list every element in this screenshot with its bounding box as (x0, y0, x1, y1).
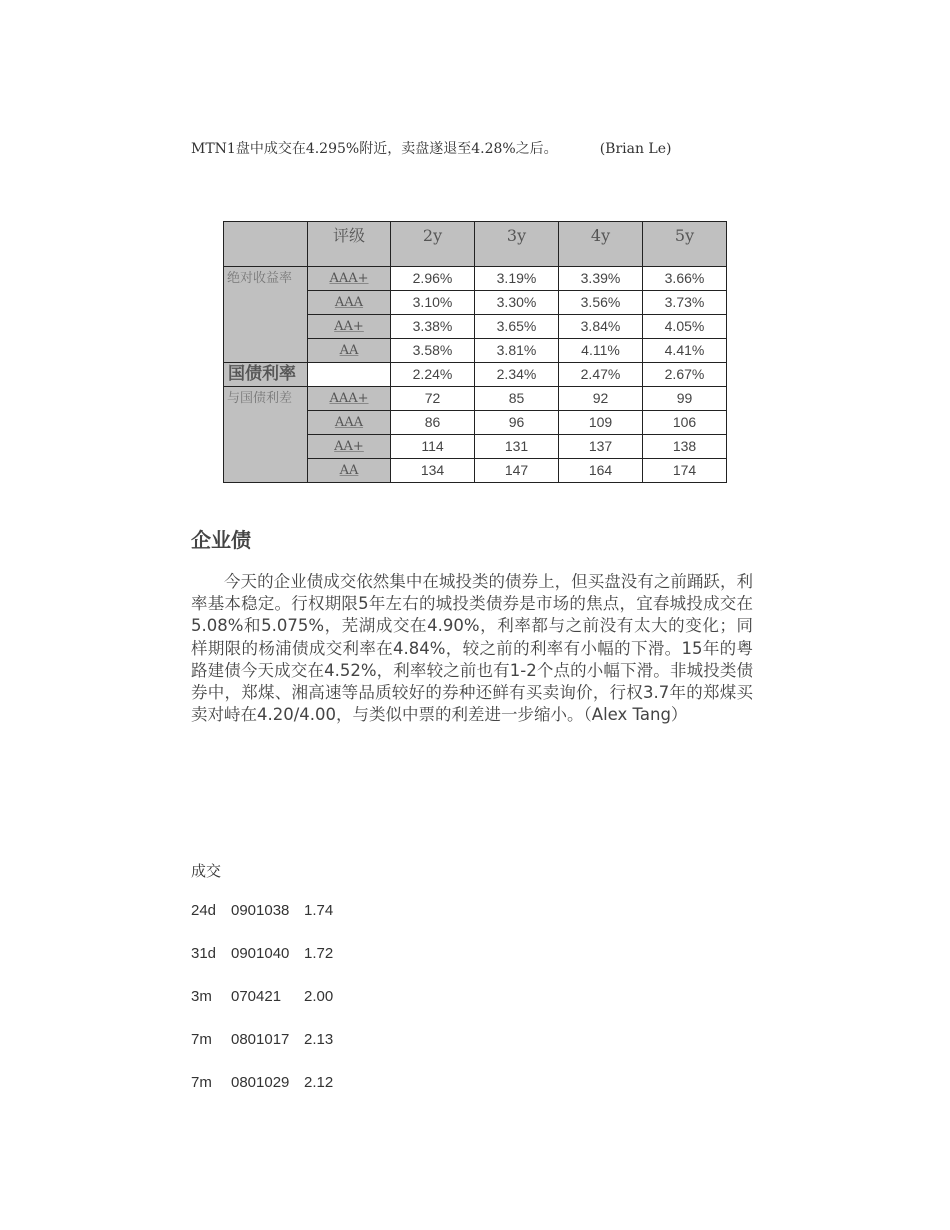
absolute-yield-label: 绝对收益率 (224, 267, 308, 363)
table-cell: 3.38% (391, 315, 475, 339)
table-cell: 3.56% (559, 291, 643, 315)
trade-tenor: 7m (191, 1074, 212, 1091)
table-cell: 3.39% (559, 267, 643, 291)
corporate-bond-commentary: 今天的企业债成交依然集中在城投类的债券上，但买盘没有之前踊跃，利率基本稳定。行权期限5年左右的城投类债券是市场的焦点，宜春城投成交在5.08%和5.075%，芜湖成交在4.90%，利率都与之前没有太大的变化；同样期限的杨浦债成交利率在4.84%，较之前的利率有小幅的下滑。15年的粤路建债今天成交在4.52%，利率较之前也有1-2个点的小幅下滑。非城投类债券中，郑煤、湘高速等品质较好的券种还鲜有买卖询价，行权3.7年的郑煤买卖对峙在4.20/4.00，与类似中票的利差进一步缩小。（Alex Tang） (191, 572, 753, 725)
trade-yield: 2.12 (304, 1074, 334, 1091)
table-cell: 137 (559, 435, 643, 459)
table-cell: 3.30% (475, 291, 559, 315)
spread-label: 与国债利差 (224, 387, 308, 483)
grade-label: AA+ (334, 439, 364, 454)
trade-yield: 1.72 (304, 945, 334, 962)
spread-section (224, 387, 727, 483)
mtn-note (191, 138, 671, 158)
table-cell: 2.67% (643, 363, 727, 387)
table-cell: 174 (643, 459, 727, 483)
grade-label: AA (339, 343, 359, 358)
header-corner (224, 222, 308, 267)
table-cell: 86 (391, 411, 475, 435)
trades-title: 成交 (191, 863, 222, 880)
trade-row (191, 1031, 333, 1048)
table-header-row (224, 222, 727, 267)
table-cell: 138 (643, 435, 727, 459)
trade-row (191, 902, 333, 919)
grade-cell (308, 387, 391, 411)
grade-label: AAA (334, 295, 364, 310)
header-3y: 3y (475, 222, 559, 267)
trade-code: 0901038 (231, 902, 290, 919)
trade-tenor: 24d (191, 902, 217, 919)
trade-yield: 1.74 (304, 902, 334, 919)
table-cell: 109 (559, 411, 643, 435)
mtn-note-text: MTN1盘中成交在4.295%附近，卖盘遂退至4.28%之后。 (191, 141, 558, 157)
table-row (224, 267, 727, 291)
table-cell: 3.84% (559, 315, 643, 339)
table-cell: 3.65% (475, 315, 559, 339)
header-grade: 评级 (308, 222, 391, 267)
trade-tenor: 31d (191, 945, 217, 962)
grade-cell (308, 291, 391, 315)
table-cell: 3.66% (643, 267, 727, 291)
table-cell: 96 (475, 411, 559, 435)
table-cell: 4.11% (559, 339, 643, 363)
header-2y: 2y (391, 222, 475, 267)
table-cell: 3.81% (475, 339, 559, 363)
mtn-note-author: (Brian Le) (599, 141, 672, 157)
trade-yield: 2.13 (304, 1031, 334, 1048)
table-cell: 4.41% (643, 339, 727, 363)
grade-cell (308, 435, 391, 459)
grade-label: AA (339, 463, 359, 478)
table-cell: 4.05% (643, 315, 727, 339)
treasury-label: 国债利率 (224, 363, 308, 387)
rating-yield-table (223, 221, 727, 483)
absolute-yield-section (224, 267, 727, 363)
trade-code: 0901040 (231, 945, 290, 962)
table-cell: 3.58% (391, 339, 475, 363)
trade-row (191, 988, 333, 1005)
table-row (224, 387, 727, 411)
table-cell: 2.24% (391, 363, 475, 387)
trade-yield: 2.00 (304, 988, 334, 1005)
trade-tenor: 7m (191, 1031, 212, 1048)
table-cell: 72 (391, 387, 475, 411)
table-cell: 2.96% (391, 267, 475, 291)
grade-label: AA+ (334, 319, 364, 334)
trade-row (191, 945, 333, 962)
treasury-grade-empty (308, 363, 391, 387)
trade-tenor: 3m (191, 988, 212, 1005)
table-cell: 92 (559, 387, 643, 411)
table-cell: 131 (475, 435, 559, 459)
grade-label: AAA+ (329, 271, 369, 286)
header-4y: 4y (559, 222, 643, 267)
grade-cell (308, 459, 391, 483)
trade-code: 070421 (231, 988, 282, 1005)
trade-code: 0801029 (231, 1074, 290, 1091)
table-cell: 2.47% (559, 363, 643, 387)
table-cell: 2.34% (475, 363, 559, 387)
trade-code: 0801017 (231, 1031, 290, 1048)
table-cell: 99 (643, 387, 727, 411)
table-cell: 164 (559, 459, 643, 483)
table-cell: 85 (475, 387, 559, 411)
grade-label: AAA+ (329, 391, 369, 406)
grade-label: AAA (334, 415, 364, 430)
table-cell: 3.10% (391, 291, 475, 315)
grade-cell (308, 411, 391, 435)
trade-row (191, 1074, 333, 1091)
table-cell: 106 (643, 411, 727, 435)
table-cell: 3.73% (643, 291, 727, 315)
treasury-row (224, 363, 727, 387)
grade-cell (308, 267, 391, 291)
table-cell: 147 (475, 459, 559, 483)
grade-cell (308, 339, 391, 363)
section-title-corporate-bonds: 企业债 (191, 528, 251, 552)
table-cell: 3.19% (475, 267, 559, 291)
table-cell: 114 (391, 435, 475, 459)
grade-cell (308, 315, 391, 339)
header-5y: 5y (643, 222, 727, 267)
table-cell: 134 (391, 459, 475, 483)
